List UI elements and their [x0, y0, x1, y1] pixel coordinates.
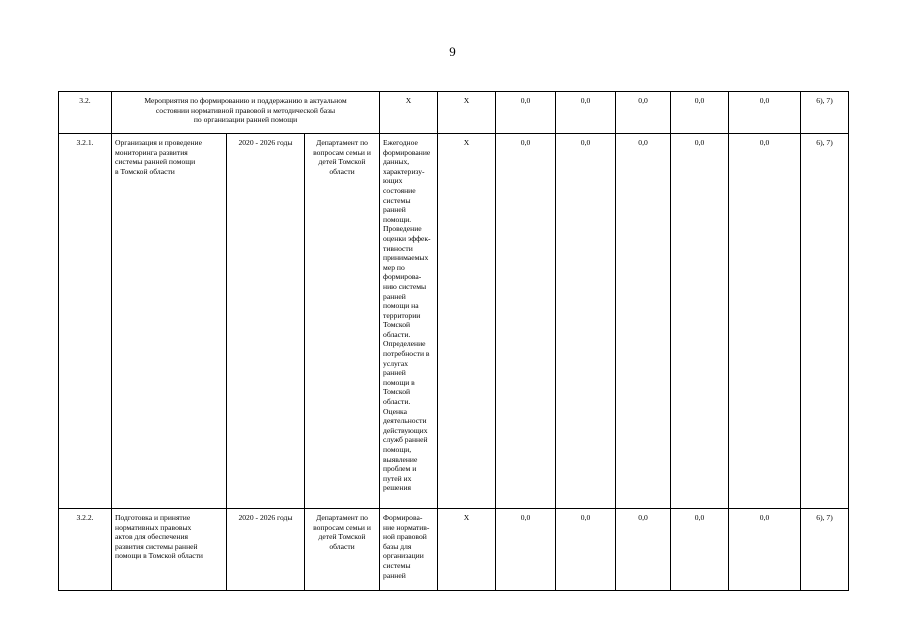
- cell-value: 0,0: [729, 509, 801, 591]
- row-number: 3.2.: [59, 92, 112, 134]
- cell-note: 6), 7): [801, 134, 849, 509]
- cell-value: 0,0: [556, 134, 616, 509]
- cell-value: 0,0: [671, 92, 729, 134]
- expected-result: Формирова- ние норматив- ной правовой базы для организации системы ранней: [380, 509, 438, 591]
- executor: Департамент по вопросам семьи и детей Томской области: [305, 134, 380, 509]
- cell-x: Х: [438, 134, 496, 509]
- activity-name: Организация и проведение мониторинга развития системы ранней помощи в Томской области: [112, 134, 227, 509]
- cell-value: 0,0: [556, 509, 616, 591]
- activity-name: Подготовка и принятие нормативных правовых актов для обеспечения развития системы ранней помощи в Томской области: [112, 509, 227, 591]
- cell-x: Х: [380, 92, 438, 134]
- row-number: 3.2.2.: [59, 509, 112, 591]
- cell-value: 0,0: [616, 134, 671, 509]
- executor: Департамент по вопросам семьи и детей Томской области: [305, 509, 380, 591]
- cell-value: 0,0: [556, 92, 616, 134]
- page-number: 9: [449, 44, 456, 59]
- cell-note: 6), 7): [801, 92, 849, 134]
- cell-x: Х: [438, 509, 496, 591]
- cell-value: 0,0: [496, 92, 556, 134]
- cell-value: 0,0: [671, 134, 729, 509]
- row-title: Мероприятия по формированию и поддержанию в актуальном состоянии нормативной правовой и методической базы по организации ранней помощи: [112, 92, 380, 134]
- table-row: [59, 134, 849, 509]
- period: 2020 - 2026 годы: [227, 509, 305, 591]
- cell-value: 0,0: [616, 92, 671, 134]
- table-row: [59, 509, 849, 591]
- cell-value: 0,0: [496, 134, 556, 509]
- period: 2020 - 2026 годы: [227, 134, 305, 509]
- cell-note: 6), 7): [801, 509, 849, 591]
- program-table: [58, 91, 849, 591]
- cell-value: 0,0: [671, 509, 729, 591]
- expected-result: Ежегодное формирование данных, характеризу- ющих состояние системы ранней помощи. Проведение оценки эффек- тивности принимаемых мер по формирова- нию системы ранней помощи на территории Томской области. Определение потребности в услугах ранней помощи в Томской области. Оценка деятельности действующих служб ранней помощи, выявление проблем и путей их решения: [380, 134, 438, 509]
- cell-x: Х: [438, 92, 496, 134]
- cell-value: 0,0: [729, 92, 801, 134]
- table-row: [59, 92, 849, 134]
- cell-value: 0,0: [729, 134, 801, 509]
- cell-value: 0,0: [496, 509, 556, 591]
- row-number: 3.2.1.: [59, 134, 112, 509]
- cell-value: 0,0: [616, 509, 671, 591]
